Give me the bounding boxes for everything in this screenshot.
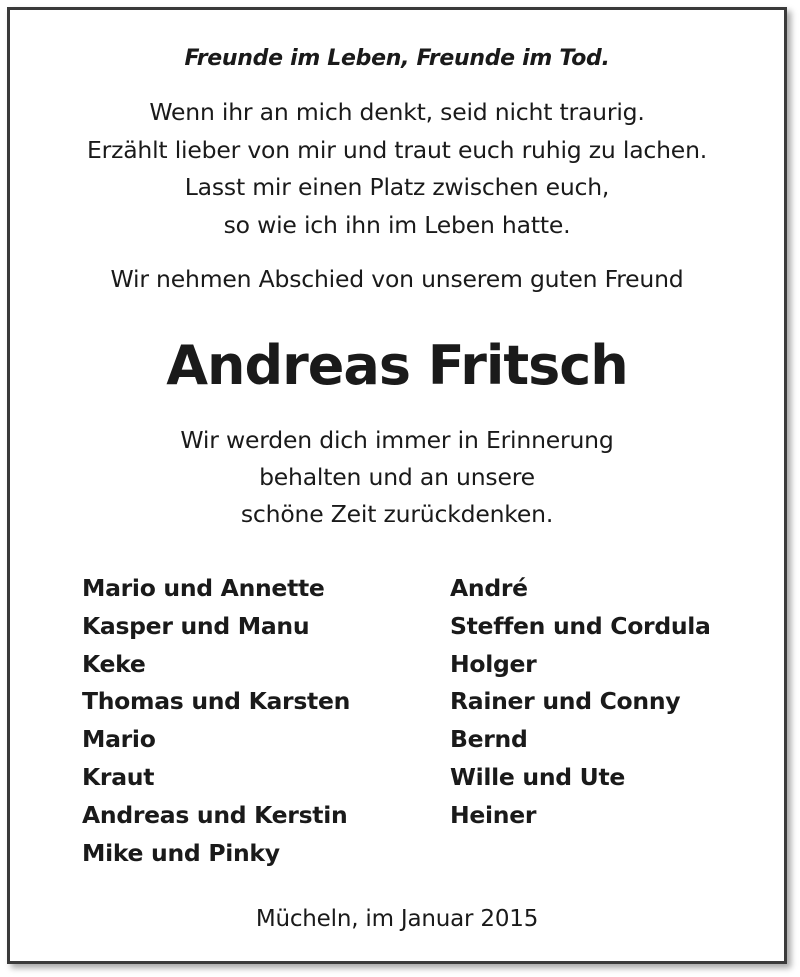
- memory-line: schöne Zeit zurückdenken.: [240, 500, 554, 528]
- mourner-name: Keke: [82, 649, 146, 678]
- poem-line: Lasst mir einen Platz zwischen euch,: [184, 173, 610, 201]
- mourner-name: Wille und Ute: [450, 762, 626, 791]
- mourner-name: Bernd: [450, 725, 528, 754]
- mourners-right-column: [450, 570, 711, 835]
- mourner-name: Mario: [82, 725, 156, 754]
- mourner-name: Thomas und Karsten: [82, 687, 351, 716]
- mourner-name: Mike und Pinky: [82, 838, 280, 867]
- place-and-date: Mücheln, im Januar 2015: [255, 906, 539, 932]
- memory-text: [10, 422, 784, 533]
- motto-heading: Freunde im Leben, Freunde im Tod.: [184, 46, 610, 71]
- obituary-card: [7, 7, 787, 964]
- poem-line: so wie ich ihn im Leben hatte.: [223, 210, 571, 239]
- mourners-left-column: [82, 570, 350, 872]
- mourner-name: Steffen und Cordula: [450, 611, 711, 640]
- poem-line: Wenn ihr an mich denkt, seid nicht traurig.: [149, 98, 645, 126]
- mourner-name: Kasper und Manu: [82, 611, 310, 640]
- mourner-name: Holger: [450, 649, 537, 678]
- poem-line: Erzählt lieber von mir und traut euch ruhig zu lachen.: [86, 135, 708, 164]
- mourner-name: Kraut: [82, 762, 155, 791]
- memory-line: behalten und an unsere: [259, 463, 535, 491]
- poem: [10, 94, 784, 244]
- mourner-name: Heiner: [450, 800, 537, 829]
- mourner-name: Mario und Annette: [82, 574, 325, 602]
- deceased-name: Andreas Fritsch: [166, 334, 628, 397]
- mourner-name: Andreas und Kerstin: [82, 800, 348, 829]
- mourner-name: Rainer und Conny: [450, 687, 681, 716]
- mourner-name: André: [450, 574, 528, 602]
- memory-line: Wir werden dich immer in Erinnerung: [180, 426, 614, 454]
- farewell-text: Wir nehmen Abschied von unserem guten Freund: [110, 265, 684, 293]
